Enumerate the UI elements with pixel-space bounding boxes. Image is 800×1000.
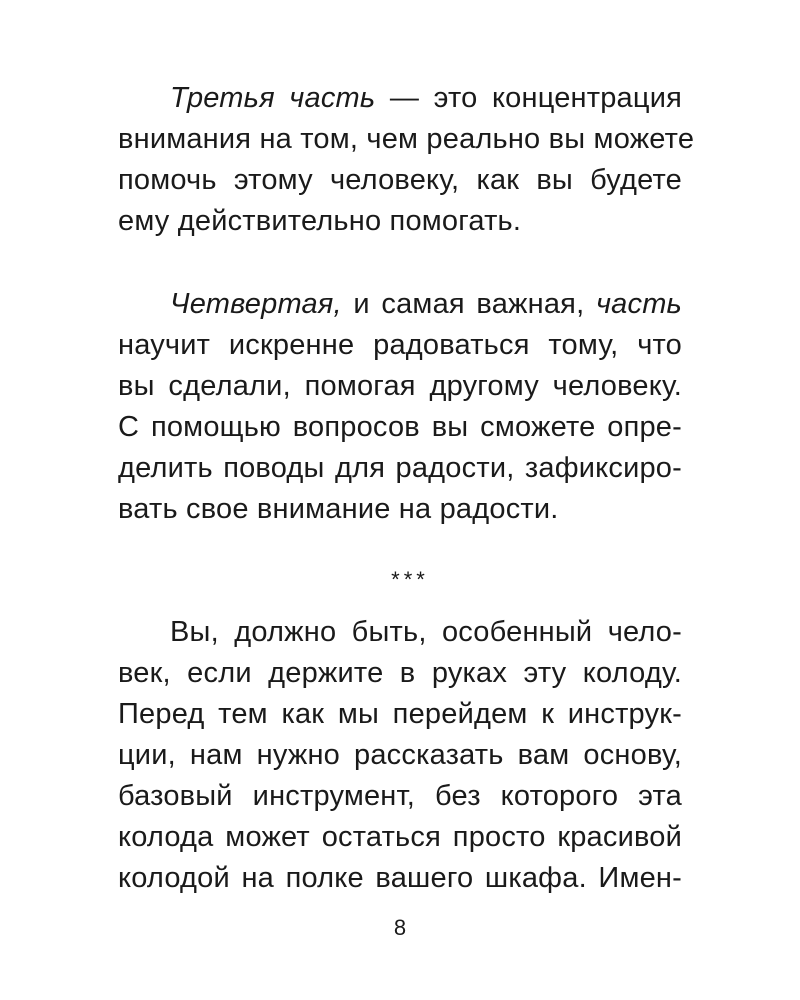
paragraph-3-line-7: колодой на полке вашего шкафа. Имен-: [118, 862, 682, 894]
italic-phrase: Четвертая,: [170, 288, 342, 320]
paragraph-1-line-1: [118, 78, 682, 119]
paragraph-1-line-2: внимания на том, чем реально вы можете: [118, 123, 695, 155]
paragraph-2-line-6: вать свое внимание на радости.: [118, 493, 559, 525]
section-gap: [118, 530, 682, 560]
paragraph-3-line-6: колода может остаться просто красивой: [118, 821, 682, 853]
paragraph-1-line-3: помочь этому человеку, как вы будете: [118, 164, 682, 196]
paragraph-2-line-1: [118, 284, 682, 325]
paragraph-2-line-3: вы сделали, помогая другому человеку.: [118, 370, 682, 402]
paragraph-2-line-2: научит искренне радоваться тому, что: [118, 329, 682, 361]
paragraph-1-line-4: ему действительно помогать.: [118, 205, 522, 237]
page-content: [118, 78, 695, 899]
paragraph-2-line-5: делить поводы для радости, зафиксиро-: [118, 452, 682, 484]
paragraph-2-line-4: С помощью вопросов вы сможете опре-: [118, 411, 682, 443]
paragraph-3-line-4: ции, нам нужно рассказать вам основу,: [118, 739, 682, 771]
paragraph-gap: [118, 242, 682, 284]
paragraph-3-line-5: базовый инструмент, без которого эта: [118, 780, 682, 812]
section-separator: ***: [391, 567, 429, 592]
paragraph-3-line-1: Вы, должно быть, особенный чело-: [170, 616, 682, 648]
text-span: и самая важная,: [341, 288, 596, 320]
italic-phrase: часть: [595, 288, 682, 320]
page-number: 8: [393, 915, 407, 940]
paragraph-3-line-2: век, если держите в руках эту колоду.: [118, 657, 682, 689]
paragraph-3-line-3: Перед тем как мы перейдем к инструк-: [118, 698, 682, 730]
italic-phrase: Третья часть: [170, 82, 376, 114]
section-gap: [118, 600, 682, 612]
text-span: — это концентрация: [375, 82, 682, 114]
